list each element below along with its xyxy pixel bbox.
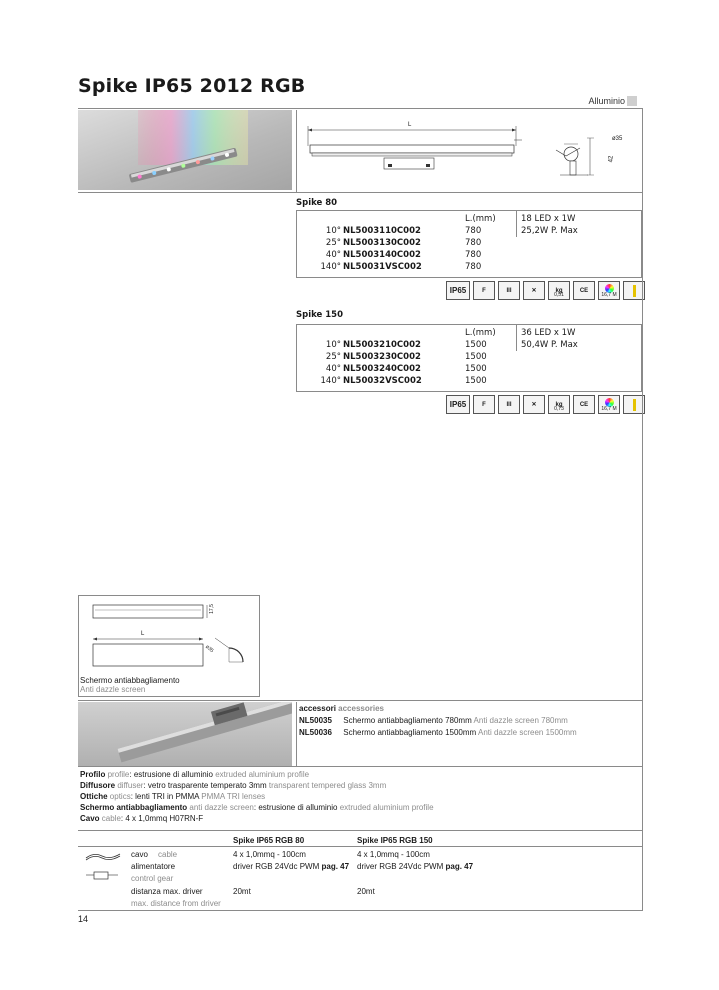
electrical-row-cable [131,849,148,860]
page-number: 14 [78,914,89,924]
f-mark-icon: F [473,281,495,300]
drawing-height-label: 42 [608,155,615,163]
material-swatch [627,96,637,106]
row-code: NL5003240C002 [343,364,421,374]
table-row [297,363,641,375]
drawing-bottom-rule [78,192,642,193]
feature-value-en: transparent tempered glass 3mm [268,781,387,790]
row-code: NL5003210C002 [343,340,421,350]
table-row [297,351,641,363]
row-angle: 10° [325,340,341,350]
row-code: NL5003130C002 [343,238,421,248]
row-length: 1500 [465,340,487,350]
page-title: Spike IP65 2012 RGB [78,75,306,97]
list-item [299,715,568,726]
drawing-divider [296,110,297,192]
feature-label-en: optics [109,792,131,801]
footer-rule [78,910,643,911]
feature-cable: Cavo cable: 4 x 1,0mmq H07RN-F [80,814,204,823]
table-row [297,225,641,237]
product-photo-image [78,110,292,190]
screen-height-label: 17,5 [208,604,215,614]
accessory-code: NL50035 [299,716,332,725]
drawing-length-label: L [408,122,412,128]
screen-drawing-box [78,595,260,697]
table-header [297,327,641,339]
features-top-rule [78,766,642,767]
spec-table-spike-80 [296,210,642,278]
feature-label-it: Cavo [80,814,100,823]
row-length: 780 [465,262,482,272]
accessory-photo [78,702,292,766]
features-list [80,769,434,824]
row-angle: 140° [320,376,341,386]
feature-value-it: lenti TRI in PMMA [135,792,200,801]
feature-label-en: cable [101,814,121,823]
accessory-desc-it: Schermo antiabbagliamento 780mm [343,716,472,725]
feature-value-en: extruded aluminium profile [215,770,310,779]
accessories-title [299,703,384,714]
weee-bin-icon: ✕ [523,395,545,414]
table-row [297,261,641,273]
screen-caption-it: Schermo antiabbagliamento [80,676,180,685]
electrical-label-en: max. distance from driver [131,899,221,908]
electrical-header-rule [78,846,642,847]
electrical-col2-title: Spike IP65 RGB 150 [357,836,433,845]
screen-diameter-label: ø35 [204,643,215,655]
electrical-value: 20mt [357,887,375,896]
ip65-icon: IP65 [446,395,470,414]
header-length: L.(mm) [465,328,496,338]
table-row [297,375,641,387]
driver-value: driver RGB 24Vdc PWM [233,862,320,871]
certification-icons-spike-80 [446,281,645,300]
table-header [297,213,641,225]
accessory-photo-image [78,702,292,766]
weee-bin-icon: ✕ [523,281,545,300]
feature-diffuser: Diffusore diffuser: vetro trasparente temperato 3mm transparent tempered glass 3mm [80,781,387,790]
weight-icon: kg 0,73 [548,395,570,414]
row-length: 780 [465,226,482,236]
table-row [297,339,641,351]
rgb-color-icon [598,395,620,414]
cable-and-driver-icon [84,850,124,884]
table-title-spike-150: Spike 150 [296,310,344,320]
row-code: NL5003110C002 [343,226,421,236]
electrical-label-it: alimentatore [131,862,176,871]
feature-label-it: Profilo [80,770,106,779]
screen-caption-en: Anti dazzle screen [80,685,146,694]
accessories-title-it: accessori [299,704,336,713]
weight-icon: kg 0,51 [548,281,570,300]
certification-icons-spike-150 [446,395,645,414]
feature-value-en: PMMA TRI lenses [201,792,266,801]
electrical-value: 4 x 1,0mmq - 100cm [357,850,430,859]
class-iii-icon: III [498,281,520,300]
row-code: NL50031VSC002 [343,262,422,272]
feature-profile: Profilo profile: estrusione di alluminio extruded aluminium profile [80,770,310,779]
driver-value: driver RGB 24Vdc PWM [357,862,444,871]
header-leds: 18 LED x 1W [521,214,576,224]
row-angle: 25° [325,352,341,362]
accessory-desc-it: Schermo antiabbagliamento 1500mm [343,728,477,737]
ce-icon: CE [573,281,595,300]
header-power: 50,4W P. Max [521,340,578,350]
row-code: NL50032VSC002 [343,376,422,386]
feature-value-en: extruded aluminium profile [339,803,434,812]
electrical-label-en: control gear [131,874,174,883]
ip65-icon: IP65 [446,281,470,300]
feature-label-en: profile [107,770,130,779]
row-length: 1500 [465,364,487,374]
feature-screen: Schermo antiabbagliamento anti dazzle screen: estrusione di alluminio extruded aluminium profile [80,803,434,812]
header-power: 25,2W P. Max [521,226,578,236]
table-row [297,249,641,261]
colors-value: 16,7 M [601,406,617,412]
header-leds: 36 LED x 1W [521,328,576,338]
feature-label-it: Ottiche [80,792,108,801]
feature-label-en: anti dazzle screen [189,803,254,812]
screen-caption [80,676,180,694]
accessories-divider [296,702,297,766]
list-item [299,727,577,738]
accessories-title-en: accessories [338,704,384,713]
table-title-spike-80: Spike 80 [296,198,338,208]
electrical-top-rule [78,830,642,831]
row-angle: 40° [325,250,341,260]
accessories-top-rule [78,700,642,701]
row-length: 1500 [465,352,487,362]
electrical-label-it: distanza max. driver [131,887,203,896]
technical-drawing [298,112,642,192]
f-mark-icon: F [473,395,495,414]
drawing-diameter-label: ø35 [612,136,623,142]
row-length: 780 [465,250,482,260]
electrical-value: 4 x 1,0mmq - 100cm [233,850,306,859]
electrical-value [233,861,349,872]
class-iii-icon: III [498,395,520,414]
feature-label-it: Schermo antiabbagliamento [80,803,188,812]
row-angle: 40° [325,364,341,374]
electrical-value: 20mt [233,887,251,896]
accessory-code: NL50036 [299,728,332,737]
header-length: L.(mm) [465,214,496,224]
accessory-desc-en: Anti dazzle screen 780mm [473,716,568,725]
feature-value-it: 4 x 1,0mmq H07RN-F [125,814,204,823]
colors-value: 16,7 M [601,292,617,298]
table-row [297,237,641,249]
product-photo [78,110,292,190]
accessory-desc-en: Anti dazzle screen 1500mm [477,728,577,737]
row-code: NL5003140C002 [343,250,421,260]
screen-length-label: L [141,631,145,637]
feature-value-it: estrusione di alluminio [258,803,338,812]
feature-value-it: vetro trasparente temperato 3mm [147,781,267,790]
row-angle: 25° [325,238,341,248]
ce-icon: CE [573,395,595,414]
weight-value: 0,73 [554,406,564,412]
electrical-col1-title: Spike IP65 RGB 80 [233,836,305,845]
page-reference-link[interactable]: pag. 47 [321,862,350,871]
row-length: 780 [465,238,482,248]
material-label [588,96,637,106]
feature-label-it: Diffusore [80,781,116,790]
material-text: Alluminio [588,96,625,106]
feature-label-en: diffuser [117,781,144,790]
title-rule [78,108,642,109]
electrical-label-it: cavo [131,850,148,859]
right-margin-rule [642,108,643,910]
feature-optics: Ottiche optics: lenti TRI in PMMA PMMA TRI lenses [80,792,266,801]
row-angle: 140° [320,262,341,272]
screen-drawing [79,596,259,678]
spec-table-spike-150 [296,324,642,392]
page-reference-link[interactable]: pag. 47 [445,862,474,871]
row-angle: 10° [325,226,341,236]
weight-value: 0,51 [554,292,564,298]
electrical-label-en: cable [158,850,178,859]
feature-value-it: estrusione di alluminio [133,770,213,779]
electrical-value [357,861,473,872]
row-code: NL5003230C002 [343,352,421,362]
rgb-color-icon [598,281,620,300]
row-length: 1500 [465,376,487,386]
